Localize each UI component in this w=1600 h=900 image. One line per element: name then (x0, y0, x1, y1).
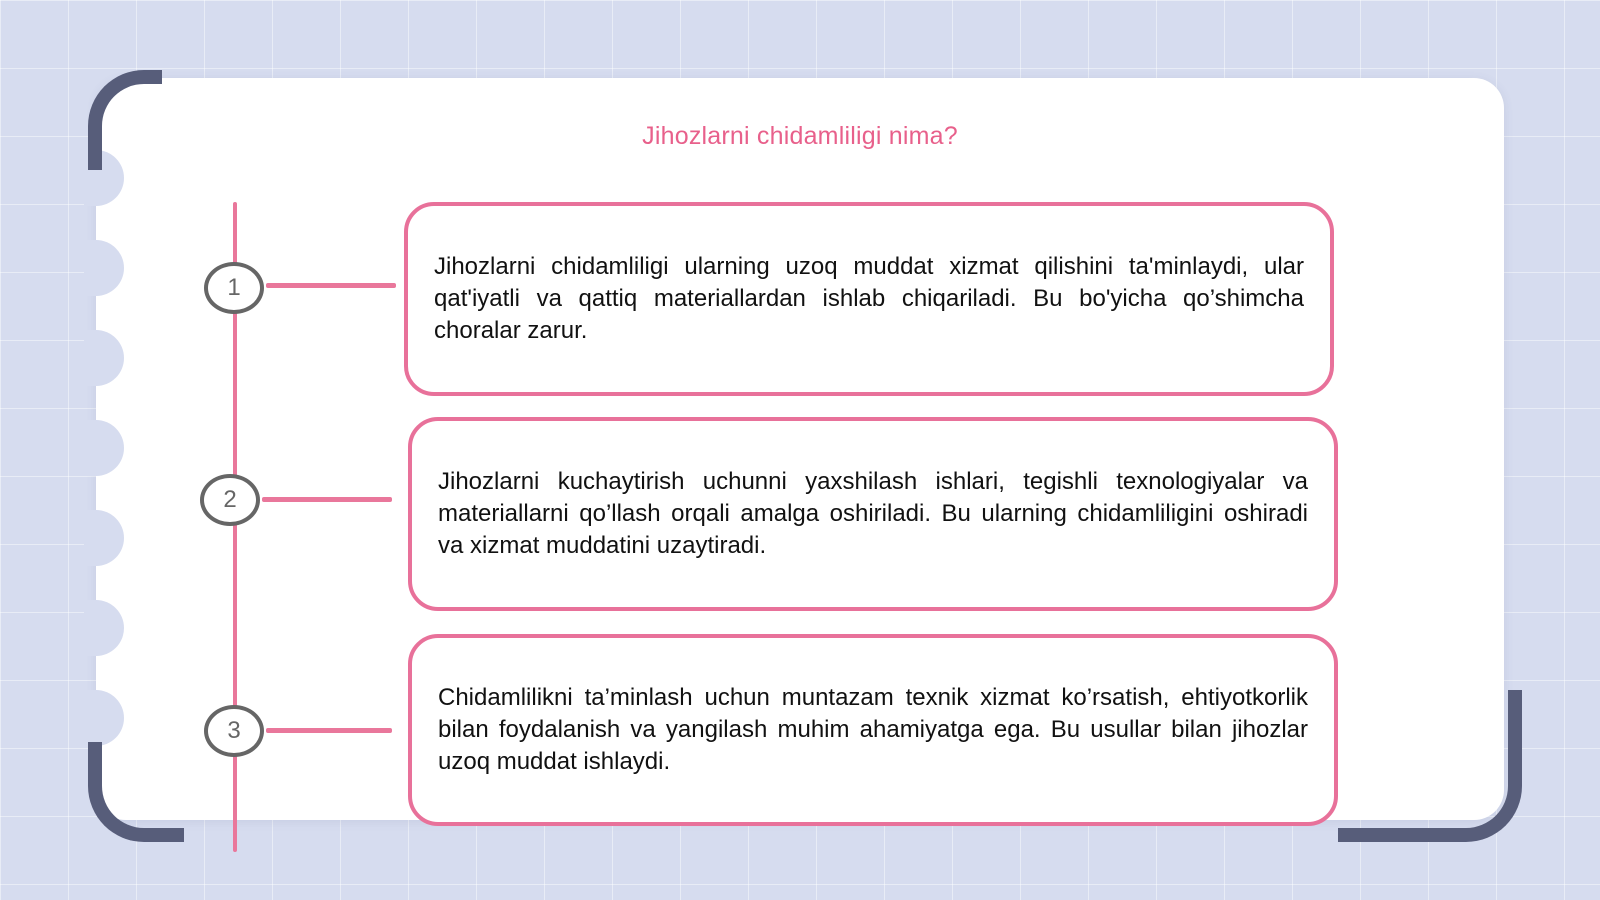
slide-title: Jihozlarni chidamliligi nima? (642, 122, 958, 150)
corner-bracket-top-left (88, 70, 162, 170)
step-text-2: Jihozlarni kuchaytirish uchunni yaxshilash ishlari, tegishli texnologiyalar va materiallarni qo’llash orqali amalga oshiriladi. Bu ularning chidamliligini oshiradi va xizmat muddatini uzaytiradi. (438, 468, 1308, 559)
step-box-2 (408, 417, 1338, 611)
step-box-3 (408, 634, 1338, 826)
step-number-1: 1 (204, 262, 264, 314)
timeline-connector-2 (262, 497, 392, 502)
step-number-3: 3 (204, 705, 264, 757)
timeline-connector-1 (266, 283, 396, 288)
timeline-connector-3 (266, 728, 392, 733)
corner-bracket-bottom-left (88, 742, 184, 842)
step-text-1: Jihozlarni chidamliligi ularning uzoq muddat xizmat qilishini ta'minlaydi, ular qat'iyatli va qattiq materiallardan ishlab chiqariladi. Bu bo'yicha qo’shimcha choralar zarur. (434, 253, 1304, 344)
corner-bracket-bottom-right (1338, 690, 1522, 842)
step-box-1 (404, 202, 1334, 396)
step-number-2: 2 (200, 474, 260, 526)
step-text-3: Chidamlilikni ta’minlash uchun muntazam texnik xizmat ko’rsatish, ehtiyotkorlik bilan foydalanish va yangilash muhim ahamiyatga ega. Bu usullar bilan jihozlar uzoq muddat ishlaydi. (438, 684, 1308, 775)
